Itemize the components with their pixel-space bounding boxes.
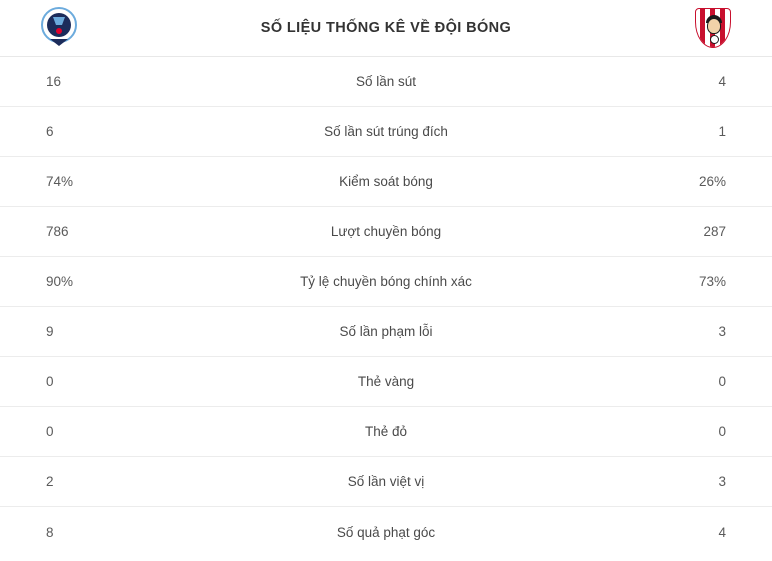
home-value: 9 bbox=[46, 324, 54, 339]
stat-label: Thẻ vàng bbox=[357, 374, 415, 389]
table-row bbox=[0, 357, 772, 407]
table-row bbox=[0, 57, 772, 107]
stat-label: Lượt chuyền bóng bbox=[330, 224, 442, 239]
statistics-header bbox=[0, 0, 772, 57]
home-value: 90% bbox=[46, 274, 74, 289]
crest-stripe bbox=[700, 9, 705, 47]
table-row bbox=[0, 207, 772, 257]
statistics-rows bbox=[0, 57, 772, 561]
table-row bbox=[0, 307, 772, 357]
away-value: 287 bbox=[703, 224, 726, 239]
bournemouth-crest-icon bbox=[692, 6, 734, 50]
away-value: 3 bbox=[718, 324, 726, 339]
stat-label: Kiểm soát bóng bbox=[339, 174, 433, 189]
stat-label: Số quả phạt góc bbox=[336, 524, 436, 540]
crest-rose-shape bbox=[56, 28, 62, 34]
away-value: 0 bbox=[718, 424, 726, 439]
away-value: 3 bbox=[718, 474, 726, 489]
stat-label: Tỷ lệ chuyền bóng chính xác bbox=[300, 274, 472, 289]
table-row bbox=[0, 457, 772, 507]
home-value: 16 bbox=[46, 74, 62, 89]
home-value: 2 bbox=[46, 474, 54, 489]
crest-football bbox=[710, 35, 719, 44]
stat-label: Số lần sút bbox=[355, 74, 417, 89]
stat-label: Thẻ đỏ bbox=[364, 424, 408, 439]
table-row bbox=[0, 407, 772, 457]
away-value: 4 bbox=[718, 524, 726, 540]
away-value: 26% bbox=[698, 174, 726, 189]
away-value: 0 bbox=[718, 374, 726, 389]
stat-label: Số lần sút trúng đích bbox=[324, 124, 448, 139]
away-value: 1 bbox=[718, 124, 726, 139]
crest-head-face bbox=[707, 18, 721, 34]
home-value: 8 bbox=[46, 524, 54, 540]
table-row bbox=[0, 157, 772, 207]
manchester-city-crest-icon bbox=[38, 6, 80, 50]
stat-label: Số lần việt vị bbox=[347, 474, 425, 489]
table-row bbox=[0, 507, 772, 557]
table-row bbox=[0, 257, 772, 307]
away-value: 4 bbox=[718, 74, 726, 89]
home-value: 6 bbox=[46, 124, 54, 139]
home-value: 74% bbox=[46, 174, 74, 189]
away-value: 73% bbox=[698, 274, 726, 289]
table-row bbox=[0, 107, 772, 157]
crest-shield bbox=[695, 8, 731, 48]
crest-base-shape bbox=[50, 39, 68, 46]
home-value: 0 bbox=[46, 424, 54, 439]
stat-label: Số lần phạm lỗi bbox=[339, 324, 433, 339]
page-title: SỐ LIỆU THỐNG KÊ VỀ ĐỘI BÓNG bbox=[260, 20, 512, 36]
home-value: 786 bbox=[46, 224, 69, 239]
home-value: 0 bbox=[46, 374, 54, 389]
